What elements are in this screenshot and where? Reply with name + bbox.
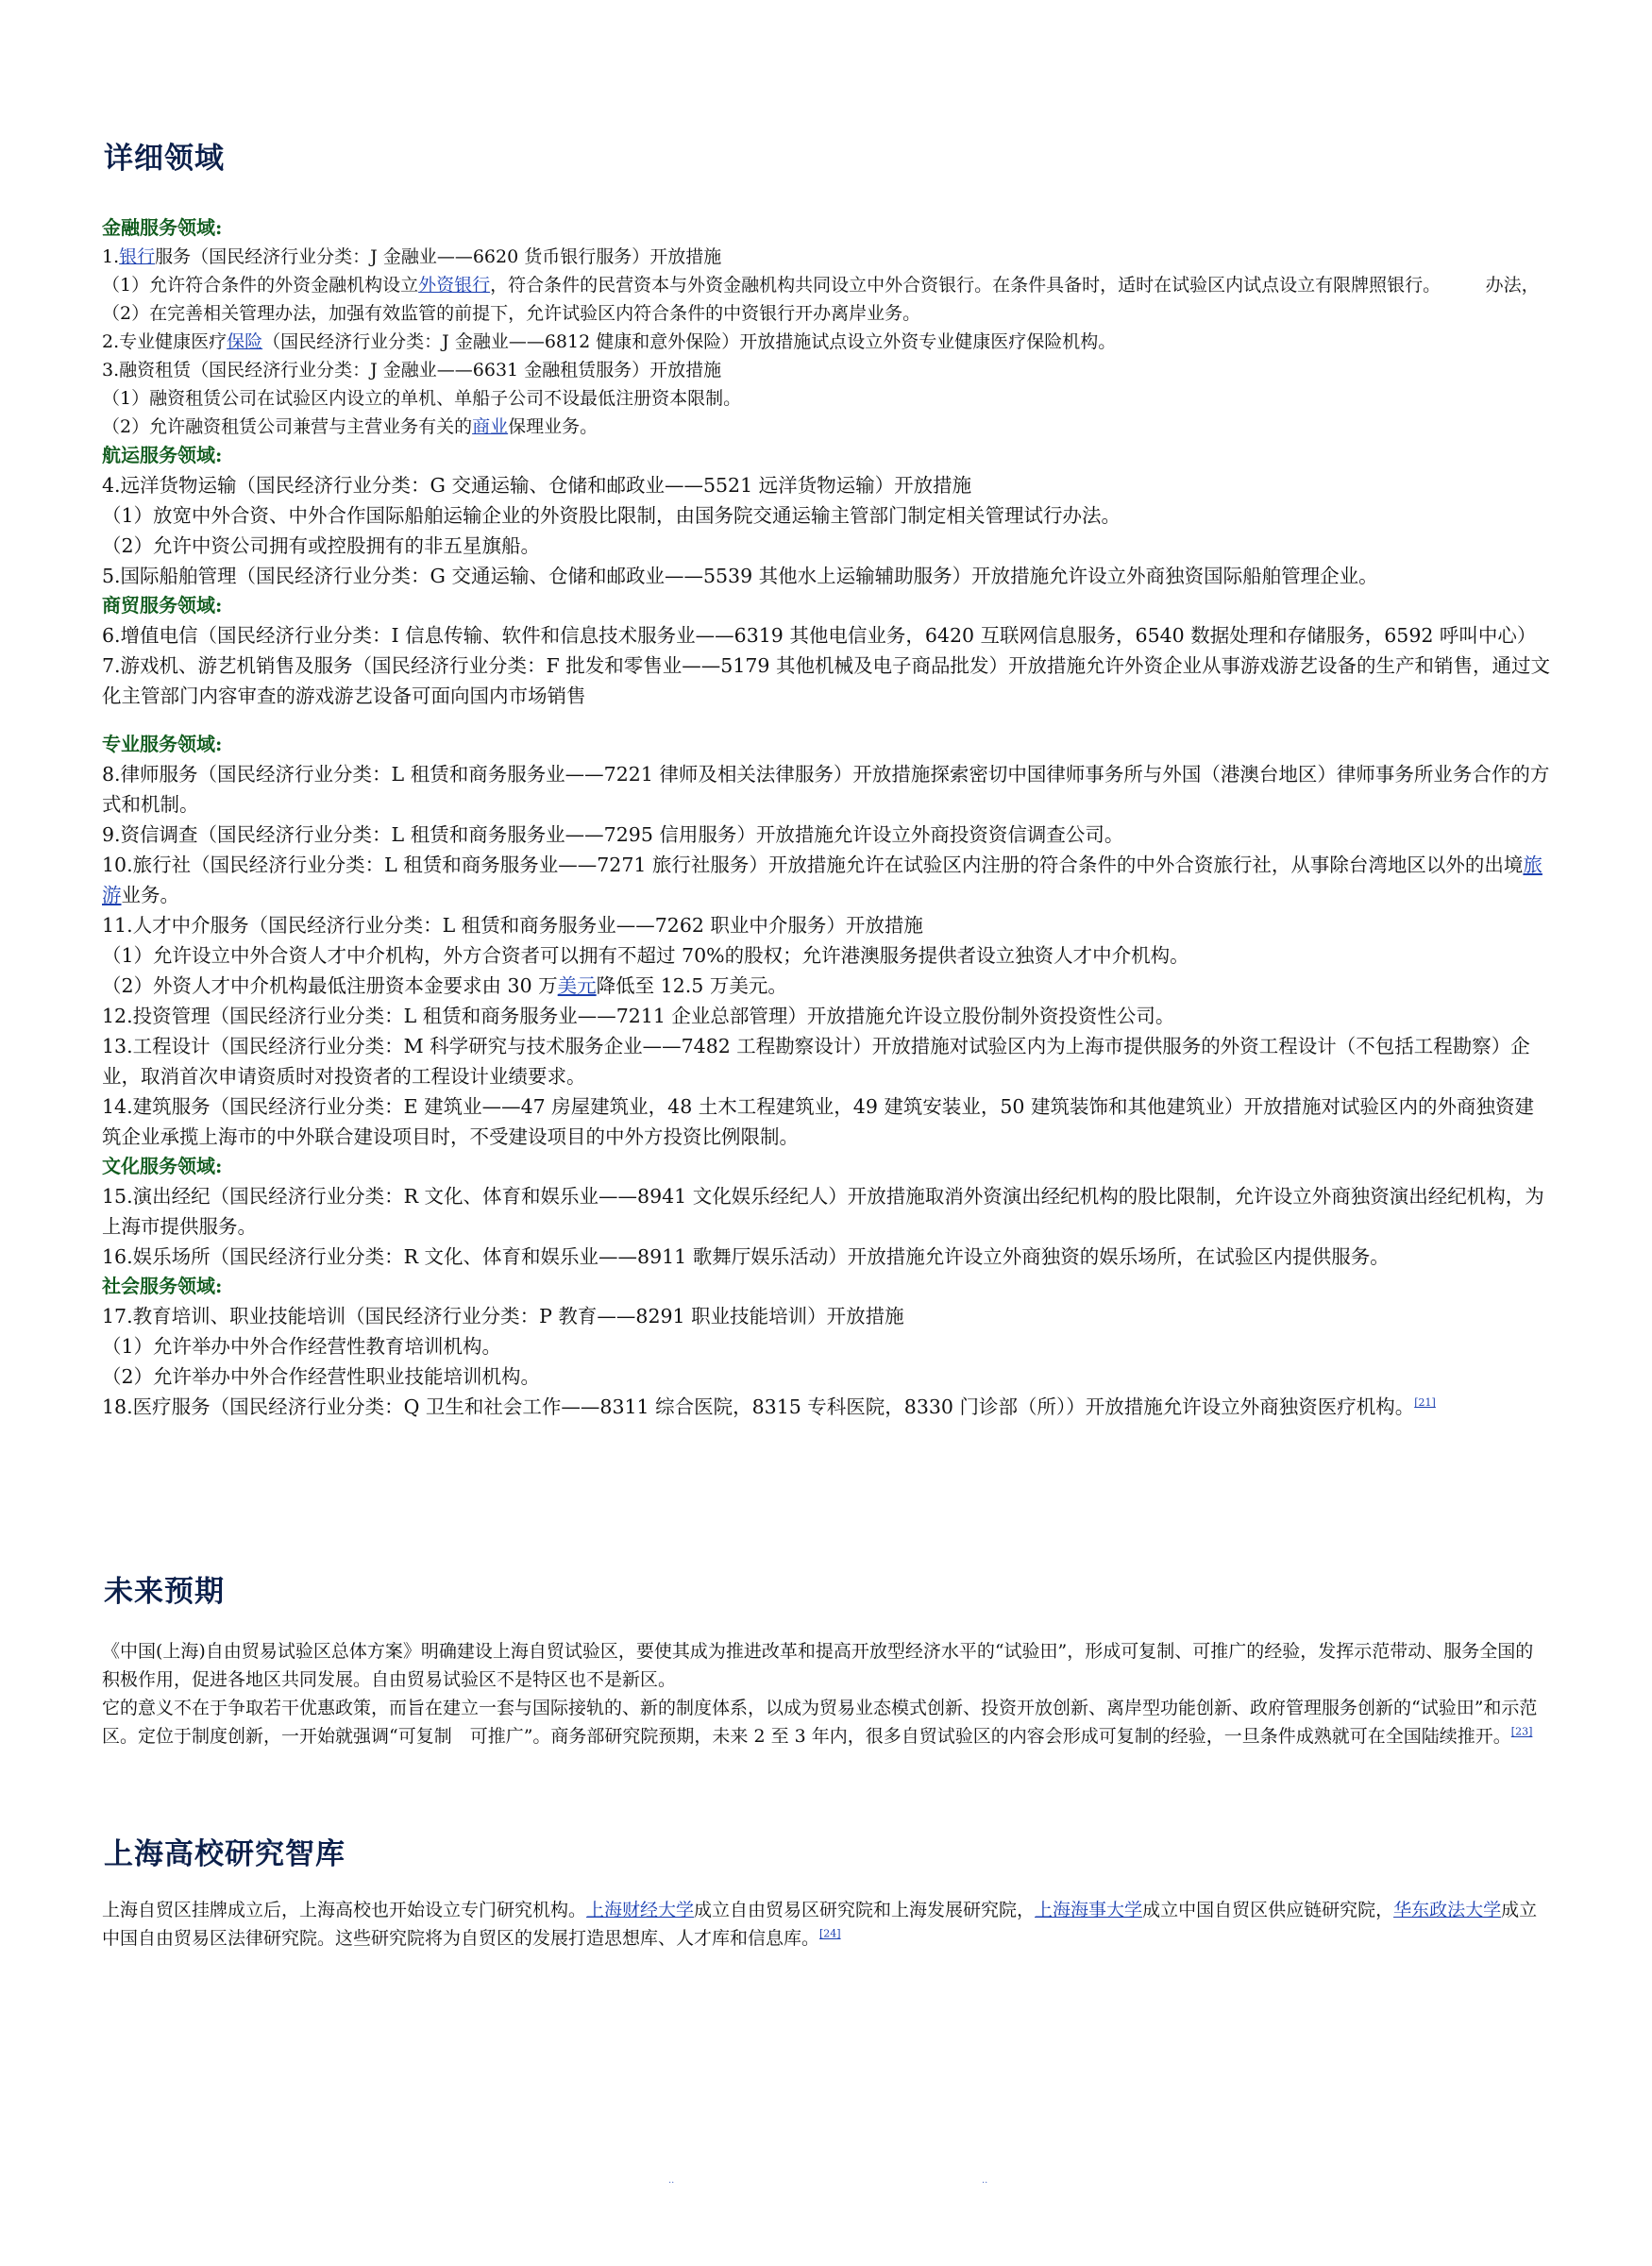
list-item: （1）放宽中外合资、中外合作国际船舶运输企业的外资股比限制，由国务院交通运输主管部门制定相关管理试行办法。 [102, 504, 1121, 527]
list-item: 9.资信调查（国民经济行业分类：L 租赁和商务服务业——7295 信用服务）开放措施允许设立外商投资资信调查公司。 [102, 823, 1124, 846]
list-item: 3.融资租赁（国民经济行业分类：J 金融业——6631 金融租赁服务）开放措施 [102, 360, 722, 380]
link-tourism[interactable]: 旅游 [102, 854, 1542, 906]
list-item: 12.投资管理（国民经济行业分类：L 租赁和商务服务业——7211 企业总部管理）开放措施允许设立股份制外资投资性公司。 [102, 1005, 1175, 1027]
paragraph: 它的意义不在于争取若干优惠政策，而旨在建立一套与国际接轨的、新的制度体系，以成为贸易业态模式创新、投资开放创新、离岸型功能创新、政府管理服务创新的“试验田”和示范区。定位于制度创新，一开始就强调“可复制 可推广”。商务部研究院预期，未来 2 至 3 年内，很多自贸试验区的内容会形成可复制的经验，一旦条件成熟就可在全国陆续推开。[23] [102, 1698, 1538, 1747]
future-content [102, 1637, 1551, 1750]
list-item: （1）允许举办中外合作经营性教育培训机构。 [102, 1335, 502, 1358]
category-shipping: 航运服务领域: [102, 444, 223, 466]
link-insurance[interactable]: 保险 [227, 331, 263, 352]
list-item: （1）允许符合条件的外资金融机构设立外资银行，符合条件的民营资本与外资金融机构共同设立中外合资银行。在条件具备时，适时在试验区内试点设立有限牌照银行。 办法， [102, 275, 1540, 296]
list-item: 13.工程设计（国民经济行业分类：M 科学研究与技术服务企业——7482 工程勘察设计）开放措施对试验区内为上海市提供服务的外资工程设计（不包括工程勘察）企业，取消首次申请资质时对投资者的工程设计业绩要求。 [102, 1035, 1530, 1088]
link-usd[interactable]: 美元 [557, 974, 597, 997]
citation-24[interactable]: [24] [819, 1927, 841, 1940]
list-item: 8.律师服务（国民经济行业分类：L 租赁和商务服务业——7221 律师及相关法律服务）开放措施探索密切中国律师事务所与外国（港澳台地区）律师事务所业务合作的方式和机制。 [102, 763, 1550, 816]
list-item: 14.建筑服务（国民经济行业分类：E 建筑业——47 房屋建筑业，48 土木工程建筑业，49 建筑安装业，50 建筑装饰和其他建筑业）开放措施对试验区内的外商独资建筑企业承揽上海市的中外联合建设项目时，不受建设项目的中外方投资比例限制。 [102, 1095, 1534, 1148]
detail-content [102, 213, 1551, 1422]
scan-speck: ·· [982, 2178, 988, 2189]
paragraph: 《中国(上海)自由贸易试验区总体方案》明确建设上海自贸试验区，要使其成为推进改革和提高开放型经济水平的“试验田”，形成可复制、可推广的经验，发挥示范带动、服务全国的积极作用，促进各地区共同发展。自由贸易试验区不是特区也不是新区。 [102, 1641, 1534, 1690]
category-finance: 金融服务领域: [102, 216, 223, 239]
section-heading-future: 未来预期 [104, 1575, 225, 1609]
category-professional: 专业服务领域: [102, 733, 223, 755]
link-commerce[interactable]: 商业 [472, 416, 509, 437]
list-item: （1）融资租赁公司在试验区内设立的单机、单船子公司不设最低注册资本限制。 [102, 388, 742, 409]
list-item: 2.专业健康医疗保险（国民经济行业分类：J 金融业——6812 健康和意外保险）开放措施试点设立外资专业健康医疗保险机构。 [102, 331, 1117, 352]
citation-23[interactable]: [23] [1510, 1725, 1533, 1738]
list-item: （2）允许融资租赁公司兼营与主营业务有关的商业保理业务。 [102, 416, 598, 437]
link-sufe[interactable]: 上海财经大学 [586, 1900, 695, 1920]
list-item: 6.增值电信（国民经济行业分类：I 信息传输、软件和信息技术服务业——6319 其他电信业务，6420 互联网信息服务，6540 数据处理和存储服务，6592 呼叫中心）7.游戏机、游艺机销售及服务（国民经济行业分类：F 批发和零售业——5179 其他机械及电子商品批发）开放措施允许外资企业从事游戏游艺设备的生产和销售，通过文化主管部门内容审查的游戏游艺设备可面向国内市场销售 [102, 624, 1550, 707]
list-item: 18.医疗服务（国民经济行业分类：Q 卫生和社会工作——8311 综合医院，8315 专科医院，8330 门诊部（所））开放措施允许设立外商独资医疗机构。[21] [102, 1395, 1436, 1418]
list-item: （2）外资人才中介机构最低注册资本金要求由 30 万美元降低至 12.5 万美元。 [102, 974, 787, 997]
list-item: 1.银行服务（国民经济行业分类：J 金融业——6620 货币银行服务）开放措施 [102, 246, 722, 267]
list-item: 15.演出经纪（国民经济行业分类：R 文化、体育和娱乐业——8941 文化娱乐经纪人）开放措施取消外资演出经纪机构的股比限制，允许设立外商独资演出经纪机构，为上海市提供服务。 [102, 1185, 1544, 1238]
list-item: （1）允许设立中外合资人才中介机构，外方合资者可以拥有不超过 70%的股权；允许港澳服务提供者设立独资人才中介机构。 [102, 944, 1189, 967]
link-foreign-bank[interactable]: 外资银行 [418, 275, 491, 296]
link-bank[interactable]: 银行 [119, 246, 156, 267]
citation-21[interactable]: [21] [1414, 1396, 1436, 1410]
list-item: （2）允许中资公司拥有或控股拥有的非五星旗船。 [102, 534, 541, 557]
list-item: 5.国际船舶管理（国民经济行业分类：G 交通运输、仓储和邮政业——5539 其他水上运输辅助服务）开放措施允许设立外商独资国际船舶管理企业。 [102, 565, 1378, 587]
category-trade: 商贸服务领域: [102, 594, 223, 617]
list-item: 17.教育培训、职业技能培训（国民经济行业分类：P 教育——8291 职业技能培训）开放措施 [102, 1305, 904, 1327]
list-item: （2）允许举办中外合作经营性职业技能培训机构。 [102, 1365, 541, 1388]
thinktank-content [102, 1896, 1551, 1953]
category-social: 社会服务领域: [102, 1275, 223, 1297]
link-shmtu[interactable]: 上海海事大学 [1035, 1900, 1143, 1920]
section-heading-thinktank: 上海高校研究智库 [104, 1837, 346, 1871]
list-item: 10.旅行社（国民经济行业分类：L 租赁和商务服务业——7271 旅行社服务）开放措施允许在试验区内注册的符合条件的中外合资旅行社，从事除台湾地区以外的出境旅游业务。 [102, 854, 1542, 906]
scan-speck: ·· [668, 2178, 675, 2189]
category-culture: 文化服务领域: [102, 1155, 223, 1177]
section-heading-detail: 详细领域 [104, 142, 225, 176]
list-item: 11.人才中介服务（国民经济行业分类：L 租赁和商务服务业——7262 职业中介服务）开放措施 [102, 914, 923, 937]
list-item: 16.娱乐场所（国民经济行业分类：R 文化、体育和娱乐业——8911 歌舞厅娱乐活动）开放措施允许设立外商独资的娱乐场所，在试验区内提供服务。 [102, 1245, 1390, 1268]
paragraph: 上海自贸区挂牌成立后，上海高校也开始设立专门研究机构。上海财经大学成立自由贸易区研究院和上海发展研究院，上海海事大学成立中国自贸区供应链研究院，华东政法大学成立中国自由贸易区法律研究院。这些研究院将为自贸区的发展打造思想库、人才库和信息库。[24] [102, 1900, 1538, 1949]
link-ecupl[interactable]: 华东政法大学 [1393, 1900, 1502, 1920]
list-item: （2）在完善相关管理办法，加强有效监管的前提下，允许试验区内符合条件的中资银行开办离岸业务。 [102, 303, 921, 324]
list-item: 4.远洋货物运输（国民经济行业分类：G 交通运输、仓储和邮政业——5521 远洋货物运输）开放措施 [102, 474, 972, 497]
